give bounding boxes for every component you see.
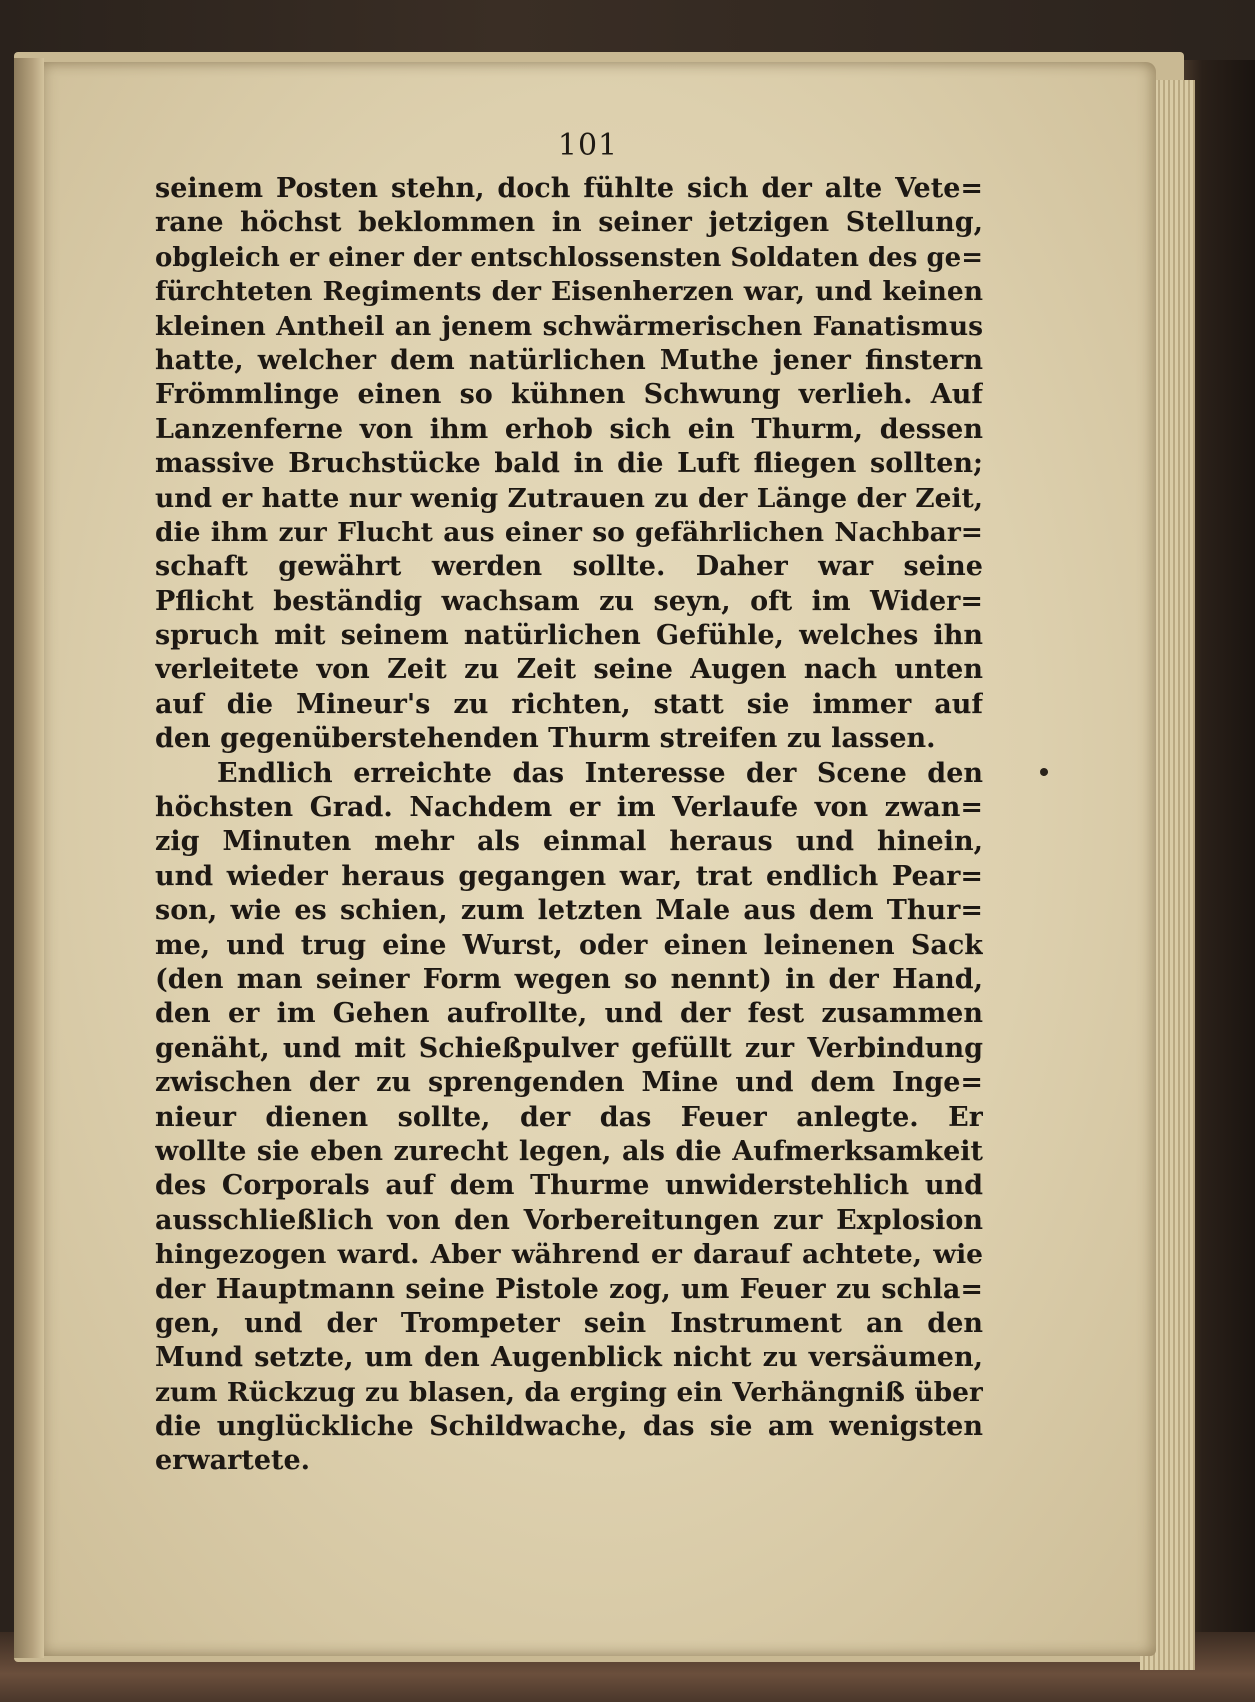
- text-line: die unglückliche Schildwache, das sie am wenigsten: [155, 1411, 983, 1443]
- text-line: Pflicht beständig wachsam zu seyn, oft im Wider=: [155, 585, 983, 617]
- text-line: genäht, und mit Schießpulver gefüllt zur Verbindung: [155, 1032, 983, 1064]
- text-line: massive Bruchstücke bald in die Luft fliegen sollten;: [155, 448, 983, 480]
- text-line: Lanzenferne von ihm erhob sich ein Thurm, dessen: [155, 413, 983, 445]
- text-line: wollte sie eben zurecht legen, als die Aufmerksamkeit: [155, 1135, 983, 1167]
- page-number: 101: [557, 128, 619, 163]
- text-line: hingezogen ward. Aber während er darauf achtete, wie: [155, 1239, 983, 1271]
- text-line: spruch mit seinem natürlichen Gefühle, welches ihn: [155, 620, 983, 652]
- page-gutter: [14, 58, 44, 1658]
- text-line: obgleich er einer der entschlossensten Soldaten des ge=: [155, 242, 983, 273]
- text-line: zig Minuten mehr als einmal heraus und hinein,: [155, 826, 983, 858]
- text-line: Endlich erreichte das Interesse der Scene den: [217, 757, 983, 789]
- text-line: Frömmlinge einen so kühnen Schwung verlieh. Auf: [155, 379, 983, 411]
- text-line: der Hauptmann seine Pistole zog, um Feuer zu schla=: [155, 1273, 983, 1305]
- text-line: zum Rückzug zu blasen, da erging ein Verhängniß über: [155, 1376, 983, 1408]
- text-line: des Corporals auf dem Thurme unwiderstehlich und: [155, 1170, 983, 1202]
- text-line: verleitete von Zeit zu Zeit seine Augen nach unten: [155, 654, 983, 686]
- text-line: rane höchst beklommen in seiner jetzigen Stellung,: [155, 207, 983, 239]
- text-line: auf die Mineur's zu richten, statt sie immer auf: [155, 688, 983, 720]
- text-line: seinem Posten stehn, doch fühlte sich der alte Vete=: [155, 173, 983, 204]
- text-line: den gegenüberstehenden Thurm streifen zu lassen.: [155, 723, 936, 755]
- text-line: hatte, welcher dem natürlichen Muthe jener finstern: [155, 344, 983, 376]
- text-line: und er hatte nur wenig Zutrauen zu der Länge der Zeit,: [155, 482, 983, 514]
- body-text: [155, 172, 983, 1479]
- text-line: schaft gewährt werden sollte. Daher war seine: [155, 551, 983, 583]
- text-line: gen, und der Trompeter sein Instrument an den: [155, 1307, 983, 1339]
- text-line: fürchteten Regiments der Eisenherzen war, und keinen: [155, 276, 983, 308]
- text-line: (den man seiner Form wegen so nennt) in der Hand,: [155, 963, 983, 995]
- text-line: nieur dienen sollte, der das Feuer anlegte. Er: [155, 1101, 983, 1133]
- text-line: kleinen Antheil an jenem schwärmerischen Fanatismus: [155, 310, 983, 342]
- text-line: Mund setzte, um den Augenblick nicht zu versäumen,: [155, 1342, 983, 1374]
- text-line: son, wie es schien, zum letzten Male aus dem Thur=: [155, 895, 983, 927]
- text-line: die ihm zur Flucht aus einer so gefährlichen Nachbar=: [155, 516, 983, 548]
- text-line: höchsten Grad. Nachdem er im Verlaufe von zwan=: [155, 792, 983, 824]
- text-line: und wieder heraus gegangen war, trat endlich Pear=: [155, 860, 983, 892]
- text-line: zwischen der zu sprengenden Mine und dem Inge=: [155, 1067, 983, 1099]
- text-line: den er im Gehen aufrollte, und der fest zusammen: [155, 998, 983, 1030]
- text-line: me, und trug eine Wurst, oder einen leinenen Sack: [155, 929, 983, 961]
- text-line: ausschließlich von den Vorbereitungen zur Explosion: [155, 1204, 983, 1236]
- text-line: erwartete.: [155, 1445, 311, 1477]
